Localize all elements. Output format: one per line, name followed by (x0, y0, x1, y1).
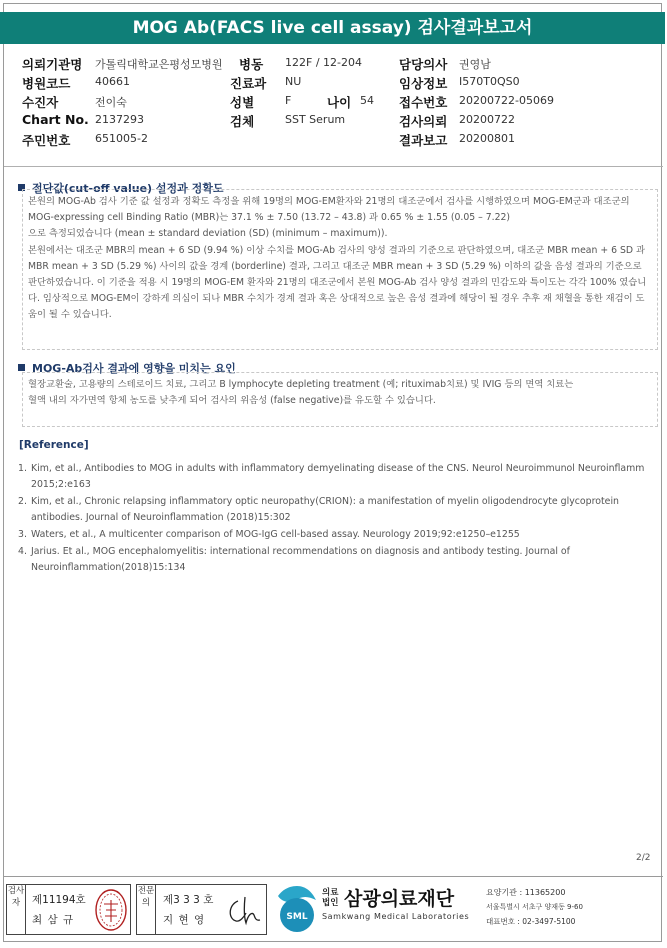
report-title: MOG Ab(FACS live cell assay) 검사결과보고서 (0, 12, 665, 44)
org-code: 요양기관 : 11365200 (486, 888, 566, 897)
id-label: 주민번호 (22, 133, 71, 148)
hospital-code-value: 40661 (95, 75, 130, 88)
recipient-value: 전이숙 (95, 96, 127, 109)
cutoff-paragraph-3: 본원에서는 대조군 MBR의 mean + 6 SD (9.94 %) 이상 수치를 MOG-Ab 검사의 양성 결과의 기준으로 판단하였으며, 대조군 MBR mean + 6 SD 과 MBR mean + 3 SD (5.29 %) 사이의 값을 경계 (borderline) 결과, 그리고 대조군 MBR mean + 3 SD (5.29 %) 이하의 값을 음성 결과의 기준으로 판단하였습니다. 이 기준을 적용 시 19명의 MOG-EM 환자와 21명의 대조군에서 본원 MOG-Ab 검사 양성 결과의 민감도와 특이도는 각각 100% 였습니다. 임상적으로 MOG-EM이 강하게 의심이 되나 MBR 수치가 경계 결과 혹은 상대적으로 높은 음성 결과에 해당이 될 경우 추후 재 채혈을 통한 재검이 도움이 될 수 있습니다. (28, 244, 647, 321)
logo-small-line-1: 의료 (322, 888, 339, 898)
sex-label: 성별 (230, 95, 255, 110)
reference-item (18, 527, 648, 543)
section-cutoff-title-text: 절단값(cut-off value) 설정과 정확도 (32, 182, 224, 195)
factors-paragraph-2: 혈액 내의 자가면역 항체 농도를 낮추게 되어 검사의 위음성 (false negative)를 유도할 수 있습니다. (28, 395, 436, 407)
reference-text: Kim, et al., Antibodies to MOG in adults with inflammatory demyelinating disease of the CNS. Neurol Neuroimmunol Neuroinflamm 2015;2:e163 (31, 463, 645, 490)
examiner-label: 검사자 (6, 884, 26, 935)
reference-text: Kim, et al., Chronic relapsing inflammatory optic neuropathy(CRION): a manifestation of myelin oligodendrocyte glycoprotein antibodies. Journal of Neuroinflammation (2018)15:302 (31, 496, 619, 523)
examiner-license-no: 제11194호 (32, 894, 86, 906)
chart-value: 2137293 (95, 113, 144, 126)
reference-number: 2. (18, 496, 27, 507)
factors-paragraph-1: 혈장교환술, 고용량의 스테로이드 치료, 그리고 B lymphocyte depleting treatment (예; rituximab치료) 및 IVIG 등의 면역 치료는 (28, 379, 574, 390)
reference-title: [Reference] (19, 439, 89, 451)
institution-value: 가톨릭대학교은평성모병원 (95, 58, 223, 71)
logo-small-line-2: 법인 (322, 898, 339, 908)
section-factors-title-text: MOG-Ab검사 결과에 영향을 미치는 요인 (32, 362, 236, 375)
reference-text: Waters, et al., A multicenter comparison of MOG-IgG cell-based assay. Neurology 2019;92:e1250–e1255 (31, 529, 520, 540)
reference-number: 3. (18, 529, 27, 540)
department-label: 진료과 (230, 76, 267, 91)
reference-item (18, 544, 648, 576)
clinical-info-label: 임상정보 (399, 76, 448, 91)
cutoff-paragraph-1: 본원의 MOG-Ab 검사 기준 값 설정과 정확도 측정을 위해 19명의 MOG-EM환자와 21명의 대조군에서 검사를 시행하였으며 MOG-EM군과 대조군의 MOG-expressing cell Binding Ratio (MBR)는 37.1 % ± 7.50 (13.72 – 43.8) 과 0.65 % ± 1.55 (0.05 – 7.22) (28, 196, 630, 224)
request-label: 검사의뢰 (399, 114, 448, 129)
specialist-name: 지 현 영 (163, 914, 206, 926)
page-number: 2/2 (636, 853, 651, 863)
doctor-label: 담당의사 (399, 57, 448, 72)
age-value: 54 (360, 94, 374, 107)
recipient-label: 수진자 (22, 95, 59, 110)
ward-label: 병동 (239, 57, 264, 72)
receipt-value: 20200722-05069 (459, 94, 554, 107)
examiner-name: 최 삼 규 (32, 914, 75, 926)
clinical-info-value: I570T0QS0 (459, 75, 520, 88)
footer-divider (4, 876, 663, 877)
specialist-signature-icon (224, 893, 266, 929)
org-phone: 대표번호 : 02-3497-5100 (486, 917, 576, 926)
department-value: NU (285, 75, 302, 88)
receipt-label: 접수번호 (399, 95, 448, 110)
specialist-label: 전문의 (136, 884, 156, 935)
specialist-license-no: 제3 3 3 호 (163, 894, 214, 906)
info-divider (4, 166, 663, 167)
org-address: 서울특별시 서초구 양재동 9-60 (486, 903, 583, 911)
cutoff-paragraph-2: 으로 측정되었습니다 (mean ± standard deviation (SD) (minimum – maximum)). (28, 228, 388, 240)
institution-label: 의뢰기관명 (22, 57, 83, 72)
specimen-label: 검체 (230, 114, 255, 129)
reference-text: Jarius. Et al., MOG encephalomyelitis: international recommendations on diagnosis and antibody testing. Journal of Neuroinflammation(2018)15:134 (31, 546, 570, 573)
doctor-value: 권영남 (459, 58, 491, 71)
specimen-value: SST Serum (285, 113, 346, 126)
logo-badge-text: SML (286, 912, 308, 922)
logo-organization-name: 삼광의료재단 (344, 888, 455, 910)
section-factors-box (22, 372, 658, 427)
reference-number: 4. (18, 546, 27, 557)
report-date-value: 20200801 (459, 132, 515, 145)
sml-logo-icon (272, 884, 322, 936)
reference-number: 1. (18, 463, 27, 474)
logo-english-name: Samkwang Medical Laboratories (322, 912, 470, 921)
square-bullet-icon (18, 364, 25, 371)
ward-value: 122F / 12-204 (285, 56, 362, 69)
age-label: 나이 (327, 95, 352, 110)
section-cutoff-box (22, 189, 658, 350)
report-date-label: 결과보고 (399, 133, 448, 148)
request-value: 20200722 (459, 113, 515, 126)
sex-value: F (285, 94, 292, 107)
reference-item (18, 461, 648, 493)
examiner-seal-icon (94, 888, 128, 932)
id-value: 651005-2 (95, 132, 148, 145)
chart-label: Chart No. (22, 112, 89, 127)
reference-list (18, 461, 648, 577)
reference-item (18, 494, 648, 526)
hospital-code-label: 병원코드 (22, 76, 71, 91)
logo-small-text (322, 888, 338, 908)
